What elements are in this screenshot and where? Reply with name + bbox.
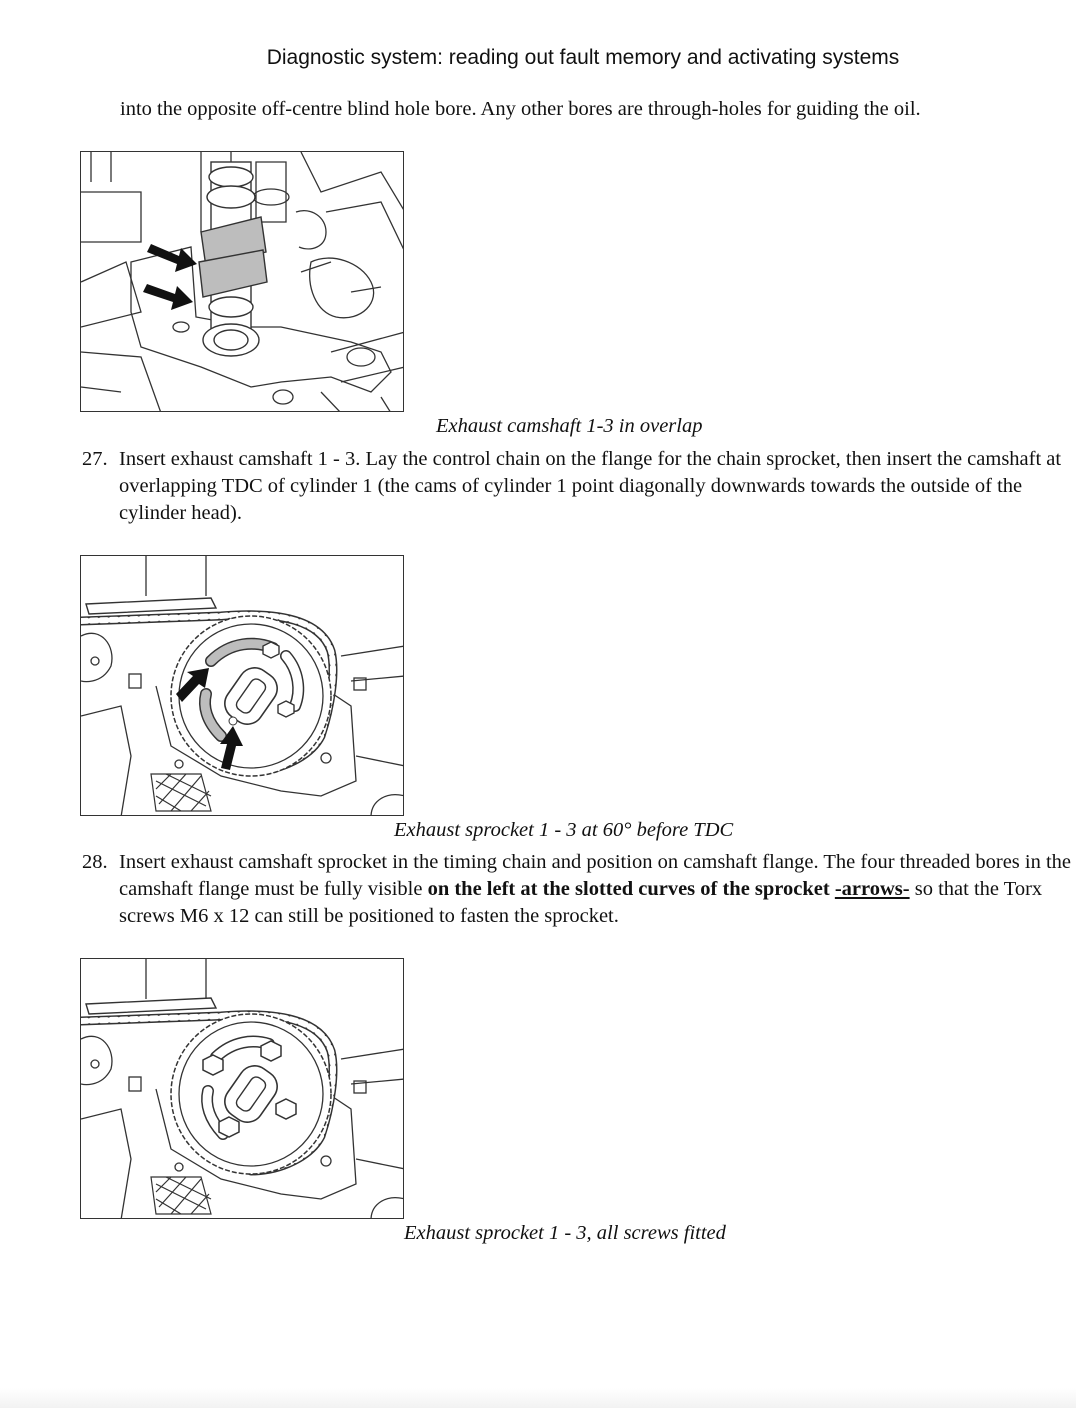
page-bottom-shade (0, 1388, 1076, 1408)
figure-caption: Exhaust camshaft 1-3 in overlap (436, 415, 703, 437)
bold-phrase: on the left at the slotted curves of the sprocket (427, 878, 835, 900)
step-text-plain-end: so that the Torx screws M6 x 12 can still be positioned to fasten the sprocket. (119, 878, 1043, 927)
figure-caption: Exhaust sprocket 1 - 3 at 60° before TDC (394, 819, 734, 841)
arrows-reference: -arrows- (834, 878, 910, 900)
page-header-title: Diagnostic system: reading out fault memory and activating systems (266, 46, 900, 69)
step-27 (82, 446, 1072, 527)
sprocket-screws-illustration (81, 959, 404, 1219)
figure-caption: Exhaust sprocket 1 - 3, all screws fitted (404, 1222, 726, 1244)
figure-sprocket-screws (80, 958, 404, 1219)
figure-camshaft (80, 151, 404, 412)
step-number: 28. (82, 851, 108, 873)
step-text (119, 849, 1072, 930)
step-number: 27. (82, 448, 108, 470)
intro-paragraph: into the opposite off-centre blind hole bore. Any other bores are through-holes for guiding the oil. (120, 98, 921, 120)
step-text-bold (428, 878, 910, 900)
sprocket-arrows-illustration (81, 556, 404, 816)
step-28 (82, 849, 1072, 930)
step-text: Insert exhaust camshaft 1 - 3. Lay the control chain on the flange for the chain sprocket, then insert the camshaft at overlapping TDC of cylinder 1 (the cams of cylinder 1 point diagonally downwards towards the outside of the cylinder head). (119, 448, 1062, 524)
camshaft-illustration (81, 152, 404, 412)
step-text-plain: Insert exhaust camshaft sprocket in the timing chain and position on camshaft flange. The four threaded bores in the camshaft flange must be fully visible (119, 851, 1072, 900)
figure-sprocket-arrows (80, 555, 404, 816)
